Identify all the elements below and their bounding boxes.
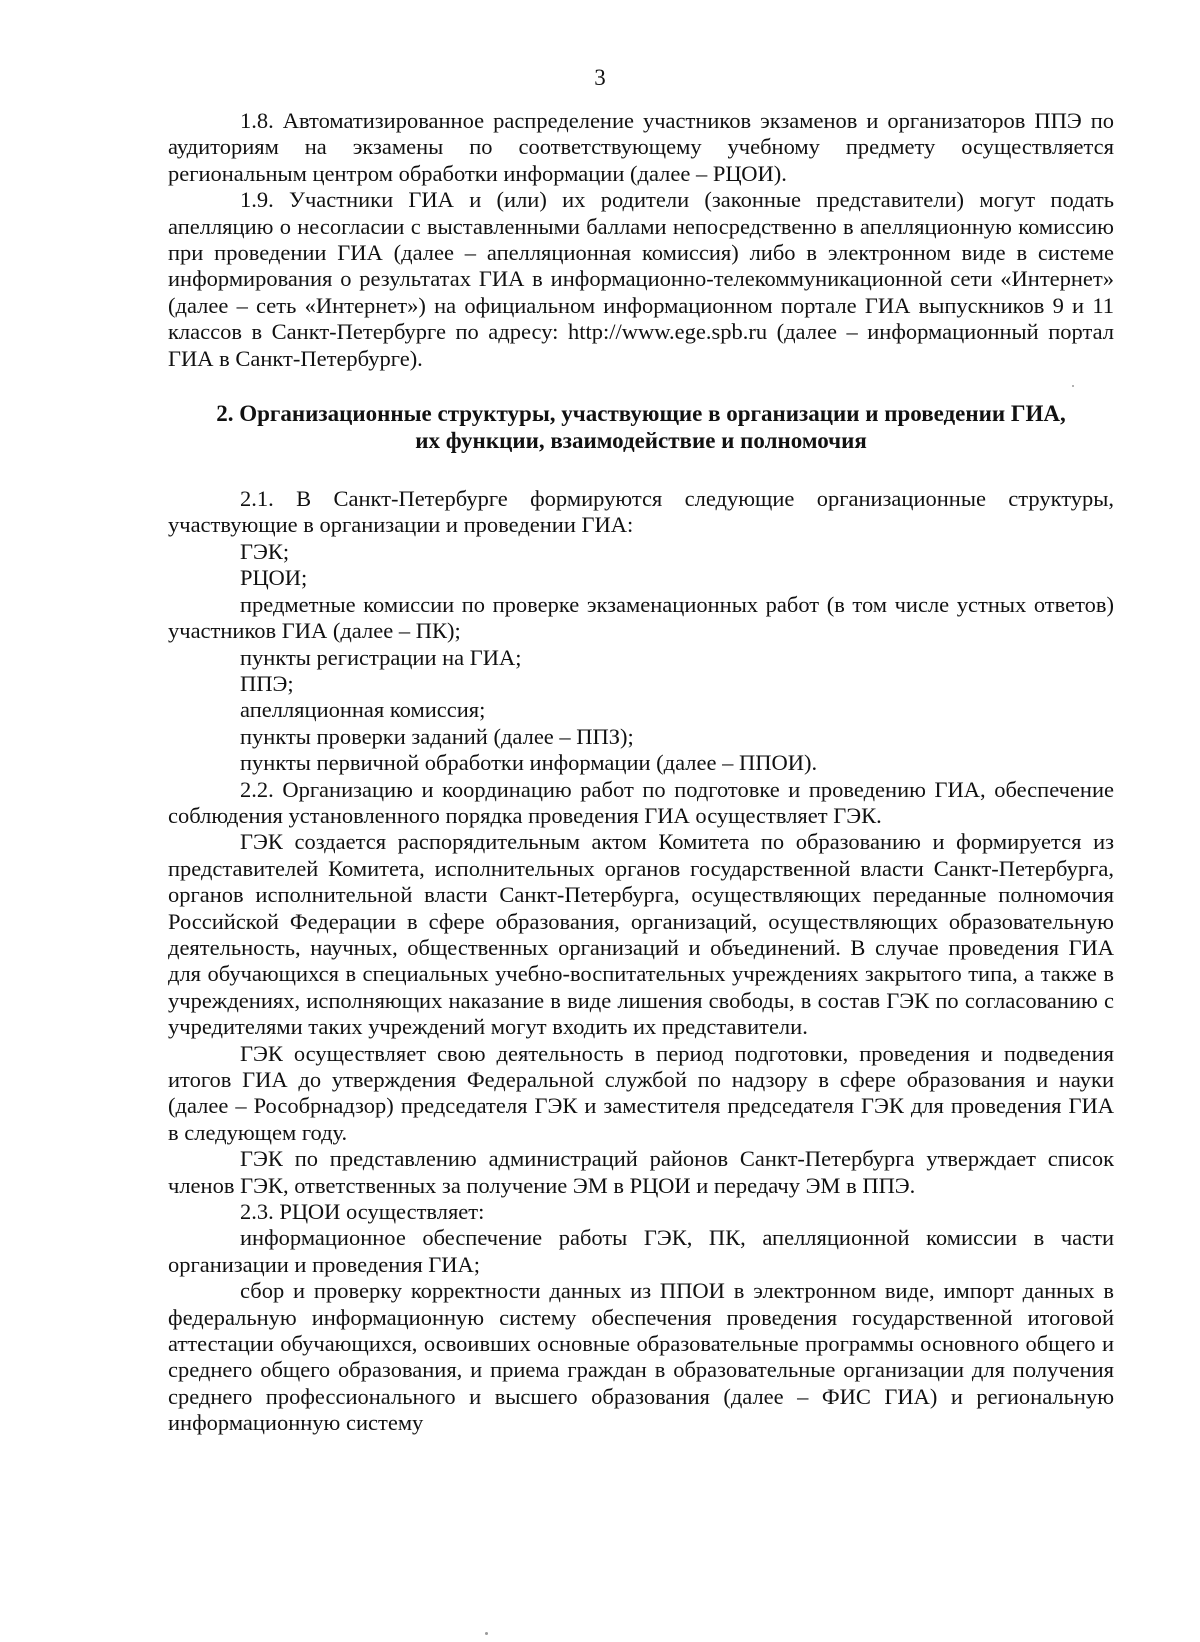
section-2-heading [168,400,1114,454]
paragraph-1-9: 1.9. Участники ГИА и (или) их родители (законные представители) могут подать апелляцию о несогласии с выставленными баллами непосредственно в апелляционную комиссию при проведении ГИА (далее – апелляционная комиссия) либо в электронном виде в системе информирования о результатах ГИА в информационно-телекоммуникационной сети «Интернет» (далее – сеть «Интернет») на официальном информационном портале ГИА выпускников 9 и 11 классов в Санкт-Петербурге по адресу: http://www.ege.spb.ru (далее – информационный портал ГИА в Санкт-Петербурге). [168,187,1114,371]
structure-item-pk: предметные комиссии по проверке экзаменационных работ (в том числе устных ответов) участников ГИА (далее – ПК); [168,591,1114,644]
paragraph-rcoi-data-collection: сбор и проверку корректности данных из ППОИ в электронном виде, импорт данных в федеральную информационную систему обеспечения проведения государственной итоговой аттестации обучающихся, освоивших основные образовательные программы основного общего и среднего общего образования, и приема граждан в образовательные организации для получения среднего профессионального и высшего образования (далее – ФИС ГИА) и региональную информационную систему [168,1278,1114,1436]
document-body [168,108,1114,1437]
paragraph-2-1: 2.1. В Санкт-Петербурге формируются следующие организационные структуры, участвующие в организации и проведении ГИА: [168,486,1114,538]
paragraph-1-8: 1.8. Автоматизированное распределение участников экзаменов и организаторов ППЭ по аудиториям на экзамены по соответствующему учебному предмету осуществляется региональным центром обработки информации (далее – РЦОИ). [168,108,1114,186]
structure-item-appeal-commission: апелляционная комиссия; [240,697,486,723]
paragraph-rcoi-info-support: информационное обеспечение работы ГЭК, ПК, апелляционной комиссии в части организации и проведения ГИА; [168,1225,1114,1277]
structure-item-rcoi: РЦОИ; [240,565,308,591]
scan-speck-decoration [485,1632,488,1635]
paragraph-gek-composition: ГЭК создается распорядительным актом Комитета по образованию и формируется из представителей Комитета, исполнительных органов государственной власти Санкт-Петербурга, органов исполнительной власти Санкт-Петербурга, осуществляющих переданные полномочия Российской Федерации в сфере образования, организаций, осуществляющих образовательную деятельность, научных, общественных организаций и объединений. В случае проведения ГИА для обучающихся в специальных учебно-воспитательных учреждениях закрытого типа, а также в учреждениях, исполняющих наказание в виде лишения свободы, в состав ГЭК по согласованию с учредителями таких учреждений могут входить их представители. [168,829,1114,1040]
page-number: 3 [594,65,606,90]
scan-speck-decoration [1072,385,1074,387]
structure-item-ppe: ППЭ; [240,670,294,696]
paragraph-2-2: 2.2. Организацию и координацию работ по подготовке и проведению ГИА, обеспечение соблюдения установленного порядка проведения ГИА осуществляет ГЭК. [168,776,1114,828]
section-2-heading-line-2: их функции, взаимодействие и полномочия [415,428,867,454]
structure-item-ppz: пункты проверки заданий (далее – ППЗ); [240,723,634,749]
paragraph-gek-activity-period: ГЭК осуществляет свою деятельность в период подготовки, проведения и подведения итогов ГИА до утверждения Федеральной службой по надзору в сфере образования и науки (далее – Рособрнадзор) председателя ГЭК и заместителя председателя ГЭК для проведения ГИА в следующем году. [168,1040,1114,1145]
section-2-heading-line-1: 2. Организационные структуры, участвующие в организации и проведении ГИА, [216,401,1066,427]
paragraph-gek-members-list: ГЭК по представлению администраций районов Санкт-Петербурга утверждает список членов ГЭК, ответственных за получение ЭМ в РЦОИ и передачу ЭМ в ППЭ. [168,1146,1114,1198]
structure-item-registration-points: пункты регистрации на ГИА; [240,644,522,670]
paragraph-2-3: 2.3. РЦОИ осуществляет: [240,1199,485,1225]
structure-item-ppoi: пункты первичной обработки информации (далее – ППОИ). [240,750,818,776]
structure-item-gek: ГЭК; [240,538,290,564]
